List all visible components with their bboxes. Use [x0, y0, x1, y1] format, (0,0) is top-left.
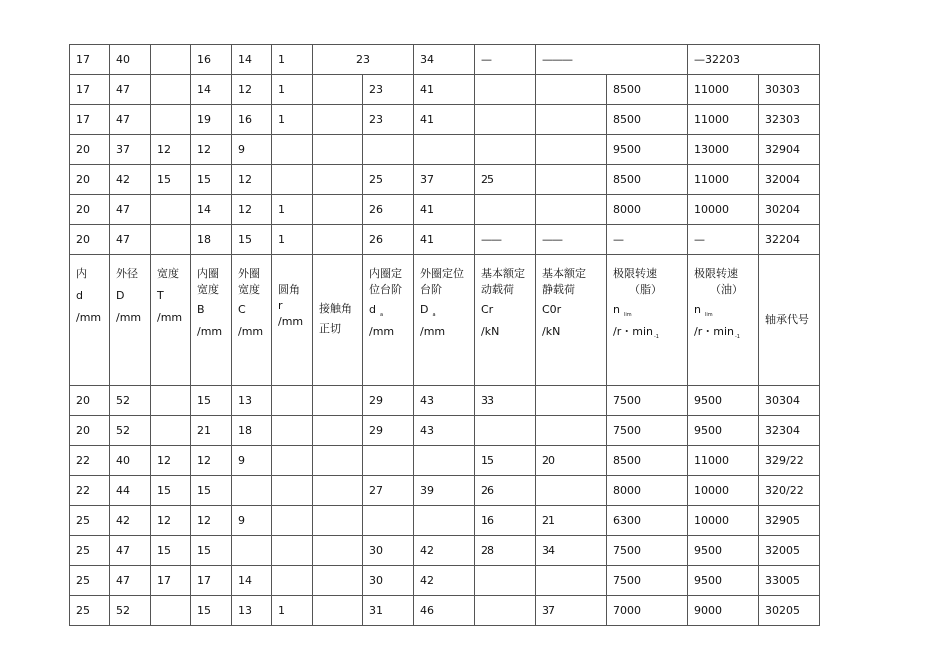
cell-C: 13	[232, 596, 272, 626]
cell-D: 40	[110, 446, 151, 476]
cell-D: 52	[110, 416, 151, 446]
cell-code: 30204	[759, 195, 820, 225]
cell-D: 47	[110, 105, 151, 135]
cell-Da: 37	[414, 165, 475, 195]
cell-Cr: 15	[475, 446, 536, 476]
table-body-bottom	[70, 386, 820, 626]
cell-merged-da: 23	[313, 45, 414, 75]
cell-n-grease: 6300	[607, 506, 688, 536]
cell-code: 32005	[759, 536, 820, 566]
cell-D: 52	[110, 386, 151, 416]
cell-code: 32303	[759, 105, 820, 135]
cell-D: 42	[110, 165, 151, 195]
cell-r: 1	[272, 45, 313, 75]
cell-B: 15	[191, 596, 232, 626]
cell-r: 1	[272, 596, 313, 626]
cell-tan	[313, 165, 363, 195]
cell-D: 44	[110, 476, 151, 506]
cell-da: 30	[363, 566, 414, 596]
cell-Cr: 26	[475, 476, 536, 506]
cell-C: 9	[232, 135, 272, 165]
cell-tan	[313, 105, 363, 135]
table-row	[70, 135, 820, 165]
cell-T	[151, 105, 191, 135]
cell-Cr: —	[475, 45, 536, 75]
header-speed-oil: 极限转速 （油） n $_{lim}$ /r・$\min_{-1}$	[688, 255, 759, 386]
cell-merged-c0r: ———	[536, 45, 688, 75]
cell-B: 12	[191, 135, 232, 165]
cell-D: 52	[110, 596, 151, 626]
cell-C0r	[536, 416, 607, 446]
cell-tan	[313, 75, 363, 105]
cell-C: 15	[232, 225, 272, 255]
cell-Cr: ——	[475, 225, 536, 255]
cell-da: 23	[363, 105, 414, 135]
cell-Cr: 16	[475, 506, 536, 536]
cell-D: 47	[110, 75, 151, 105]
cell-T	[151, 386, 191, 416]
table-row	[70, 596, 820, 626]
cell-T: 12	[151, 506, 191, 536]
cell-n-grease: 8500	[607, 105, 688, 135]
cell-tan	[313, 195, 363, 225]
table-row	[70, 105, 820, 135]
cell-B: 18	[191, 225, 232, 255]
cell-C: 9	[232, 446, 272, 476]
cell-Cr: 33	[475, 386, 536, 416]
cell-Da: 43	[414, 416, 475, 446]
table-row	[70, 566, 820, 596]
cell-Da: 42	[414, 566, 475, 596]
header-fillet: 圆角 r /mm	[272, 255, 313, 386]
cell-B: 16	[191, 45, 232, 75]
header-inner-ring-width: 内圈 宽度 B /mm	[191, 255, 232, 386]
cell-code: 30304	[759, 386, 820, 416]
cell-T	[151, 416, 191, 446]
cell-T	[151, 75, 191, 105]
cell-r: 1	[272, 75, 313, 105]
header-inner-shoulder: 内圈定 位台阶 d $_a$ /mm	[363, 255, 414, 386]
cell-tan	[313, 446, 363, 476]
cell-n-grease: 9500	[607, 135, 688, 165]
cell-T: 15	[151, 536, 191, 566]
cell-T: 15	[151, 165, 191, 195]
table-row	[70, 225, 820, 255]
header-outer-ring-width: 外圈 宽度 C /mm	[232, 255, 272, 386]
cell-d: 20	[70, 165, 110, 195]
cell-n-oil: 11000	[688, 75, 759, 105]
cell-C: 12	[232, 195, 272, 225]
cell-Da	[414, 506, 475, 536]
cell-d: 17	[70, 75, 110, 105]
cell-C0r	[536, 75, 607, 105]
cell-n-grease: 8500	[607, 446, 688, 476]
cell-da: 31	[363, 596, 414, 626]
header-inner-diameter: 内 d /mm	[70, 255, 110, 386]
cell-n-oil: —	[688, 225, 759, 255]
table-row	[70, 195, 820, 225]
bearing-spec-table	[69, 44, 820, 626]
cell-Da: 42	[414, 536, 475, 566]
cell-C	[232, 476, 272, 506]
table-row	[70, 536, 820, 566]
cell-B: 12	[191, 506, 232, 536]
table-row	[70, 416, 820, 446]
cell-T	[151, 225, 191, 255]
cell-Da: 41	[414, 225, 475, 255]
cell-Cr: 25	[475, 165, 536, 195]
cell-d: 25	[70, 506, 110, 536]
cell-C0r	[536, 566, 607, 596]
cell-C: 12	[232, 165, 272, 195]
table-body-top	[70, 45, 820, 255]
cell-tan	[313, 506, 363, 536]
cell-r	[272, 536, 313, 566]
cell-D: 40	[110, 45, 151, 75]
cell-tan	[313, 476, 363, 506]
cell-B: 14	[191, 75, 232, 105]
cell-Da: 41	[414, 105, 475, 135]
cell-da: 23	[363, 75, 414, 105]
cell-C0r	[536, 165, 607, 195]
cell-n-grease: 7500	[607, 566, 688, 596]
cell-tan	[313, 225, 363, 255]
cell-Cr	[475, 135, 536, 165]
cell-d: 25	[70, 596, 110, 626]
cell-B: 12	[191, 446, 232, 476]
cell-n-grease: 7500	[607, 536, 688, 566]
table-row	[70, 446, 820, 476]
cell-r	[272, 416, 313, 446]
cell-C0r: 20	[536, 446, 607, 476]
cell-tan	[313, 566, 363, 596]
cell-C0r	[536, 476, 607, 506]
header-width-t: 宽度 T /mm	[151, 255, 191, 386]
header-contact-angle: 接触角 正切	[313, 255, 363, 386]
cell-r: 1	[272, 105, 313, 135]
cell-da	[363, 446, 414, 476]
cell-C: 13	[232, 386, 272, 416]
cell-n-grease: 8500	[607, 165, 688, 195]
cell-d: 22	[70, 446, 110, 476]
cell-B: 14	[191, 195, 232, 225]
cell-da	[363, 135, 414, 165]
cell-n-oil: 11000	[688, 105, 759, 135]
cell-n-grease: 8500	[607, 75, 688, 105]
cell-T	[151, 45, 191, 75]
header-bearing-code: 轴承代号	[759, 255, 820, 386]
cell-da: 27	[363, 476, 414, 506]
cell-Cr: 28	[475, 536, 536, 566]
cell-T: 12	[151, 446, 191, 476]
cell-C0r: 34	[536, 536, 607, 566]
cell-n-oil: 11000	[688, 165, 759, 195]
cell-r	[272, 446, 313, 476]
cell-D: 47	[110, 566, 151, 596]
cell-r	[272, 506, 313, 536]
cell-Da: 39	[414, 476, 475, 506]
table-row	[70, 476, 820, 506]
cell-C	[232, 536, 272, 566]
cell-r	[272, 566, 313, 596]
cell-code: 32004	[759, 165, 820, 195]
cell-code: 320/22	[759, 476, 820, 506]
cell-C0r	[536, 195, 607, 225]
cell-code: 32204	[759, 225, 820, 255]
cell-r	[272, 476, 313, 506]
cell-tan	[313, 596, 363, 626]
cell-Cr	[475, 416, 536, 446]
cell-C0r: 21	[536, 506, 607, 536]
cell-d: 17	[70, 105, 110, 135]
table-row	[70, 386, 820, 416]
cell-C: 9	[232, 506, 272, 536]
cell-D: 47	[110, 225, 151, 255]
cell-B: 19	[191, 105, 232, 135]
cell-Cr	[475, 105, 536, 135]
cell-code: 32905	[759, 506, 820, 536]
cell-C: 16	[232, 105, 272, 135]
cell-d: 20	[70, 135, 110, 165]
cell-Da: 41	[414, 195, 475, 225]
cell-Da: 41	[414, 75, 475, 105]
table-row	[70, 506, 820, 536]
cell-D: 47	[110, 536, 151, 566]
cell-C: 18	[232, 416, 272, 446]
cell-n-grease: 7000	[607, 596, 688, 626]
cell-da: 29	[363, 416, 414, 446]
cell-code: 33005	[759, 566, 820, 596]
cell-n-grease: —	[607, 225, 688, 255]
cell-T	[151, 596, 191, 626]
cell-da: 26	[363, 195, 414, 225]
cell-B: 17	[191, 566, 232, 596]
cell-da: 26	[363, 225, 414, 255]
cell-B: 15	[191, 476, 232, 506]
cell-n-oil: 9500	[688, 386, 759, 416]
header-outer-diameter: 外径 D /mm	[110, 255, 151, 386]
cell-da: 29	[363, 386, 414, 416]
cell-C: 14	[232, 45, 272, 75]
cell-Cr	[475, 596, 536, 626]
cell-n-oil: 9500	[688, 536, 759, 566]
cell-tan	[313, 135, 363, 165]
cell-n-grease: 7500	[607, 386, 688, 416]
cell-B: 15	[191, 165, 232, 195]
cell-T	[151, 195, 191, 225]
cell-r	[272, 386, 313, 416]
cell-da: 30	[363, 536, 414, 566]
cell-code: 329/22	[759, 446, 820, 476]
cell-D: 42	[110, 506, 151, 536]
cell-code: 30303	[759, 75, 820, 105]
cell-r: 1	[272, 225, 313, 255]
header-outer-shoulder: 外圈定位 台阶 D $_a$ /mm	[414, 255, 475, 386]
cell-T: 15	[151, 476, 191, 506]
cell-C0r: 37	[536, 596, 607, 626]
cell-n-grease: 8000	[607, 476, 688, 506]
cell-r	[272, 135, 313, 165]
cell-C0r	[536, 386, 607, 416]
cell-Da	[414, 446, 475, 476]
table-row	[70, 75, 820, 105]
cell-n-grease: 7500	[607, 416, 688, 446]
cell-B: 21	[191, 416, 232, 446]
cell-n-oil: 13000	[688, 135, 759, 165]
cell-C0r	[536, 105, 607, 135]
cell-Cr	[475, 75, 536, 105]
table-row	[70, 45, 820, 75]
cell-Cr	[475, 566, 536, 596]
table-header	[70, 255, 820, 386]
cell-d: 20	[70, 386, 110, 416]
cell-da: 25	[363, 165, 414, 195]
header-row	[70, 255, 820, 386]
cell-da	[363, 506, 414, 536]
cell-B: 15	[191, 386, 232, 416]
cell-code: 32904	[759, 135, 820, 165]
cell-n-oil: 10000	[688, 195, 759, 225]
cell-d: 20	[70, 225, 110, 255]
cell-code: 32304	[759, 416, 820, 446]
cell-C0r	[536, 135, 607, 165]
cell-tan	[313, 386, 363, 416]
cell-n-oil: 10000	[688, 476, 759, 506]
cell-d: 17	[70, 45, 110, 75]
cell-d: 25	[70, 566, 110, 596]
cell-T: 17	[151, 566, 191, 596]
cell-r	[272, 165, 313, 195]
cell-d: 20	[70, 195, 110, 225]
cell-Da	[414, 135, 475, 165]
table-row	[70, 165, 820, 195]
header-static-load: 基本额定 静载荷 C0r /kN	[536, 255, 607, 386]
cell-D: 47	[110, 195, 151, 225]
cell-n-oil: 10000	[688, 506, 759, 536]
cell-tan	[313, 536, 363, 566]
cell-r: 1	[272, 195, 313, 225]
cell-Da: 43	[414, 386, 475, 416]
cell-d: 20	[70, 416, 110, 446]
cell-Da: 34	[414, 45, 475, 75]
cell-C0r: ——	[536, 225, 607, 255]
cell-n-oil: 9500	[688, 566, 759, 596]
cell-B: 15	[191, 536, 232, 566]
cell-n-oil: 9000	[688, 596, 759, 626]
cell-T: 12	[151, 135, 191, 165]
cell-n-oil: 11000	[688, 446, 759, 476]
cell-n-oil: 9500	[688, 416, 759, 446]
cell-merged-code: —32203	[688, 45, 820, 75]
cell-Da: 46	[414, 596, 475, 626]
cell-Cr	[475, 195, 536, 225]
header-dynamic-load: 基本额定 动载荷 Cr /kN	[475, 255, 536, 386]
cell-d: 25	[70, 536, 110, 566]
header-speed-grease: 极限转速 （脂） n $_{lim}$ /r・$\min_{-1}$	[607, 255, 688, 386]
cell-n-grease: 8000	[607, 195, 688, 225]
cell-code: 30205	[759, 596, 820, 626]
cell-C: 12	[232, 75, 272, 105]
cell-D: 37	[110, 135, 151, 165]
cell-C: 14	[232, 566, 272, 596]
cell-d: 22	[70, 476, 110, 506]
cell-tan	[313, 416, 363, 446]
